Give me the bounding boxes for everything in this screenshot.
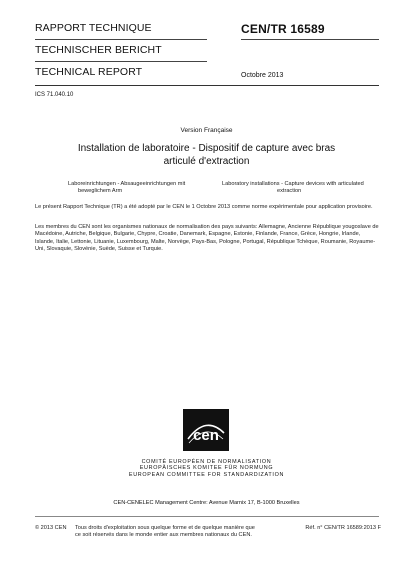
german-title-line-2: beweglichem Arm (78, 188, 123, 195)
footer-copyright: © 2013 CEN (35, 525, 67, 531)
footer-rights (75, 525, 295, 540)
header-rule-1 (35, 39, 207, 40)
members-paragraph: Les membres du CEN sont les organismes nationaux de normalisation des pays suivants: Allemagne, Ancienne République yougoslave de Macédoine, Autriche, Belgique, Bulgarie, Chypre, Croatie, Danemark, Espagne, Estonie, Finlande, France, Grèce, Hongrie, Irlande, Islande, Italie, Lettonie, Lituanie, Luxembourg, Malte, Norvège, Pays-Bas, Pologne, Portugal, République Tchèque, Roumanie, Royaume-Uni, Slovaquie, Slovénie, Suède, Suisse et Turquie. (35, 224, 379, 253)
cen-logo (183, 409, 229, 451)
ics-code: ICS 71.040.10 (35, 92, 74, 98)
publication-date: Octobre 2013 (241, 72, 284, 79)
cen-name-block (0, 459, 413, 478)
footer-rule (35, 516, 379, 517)
german-title-line-1: Laboreinrichtungen - Absaugeeinrichtungen mit (68, 181, 186, 187)
english-title (222, 181, 372, 196)
header-rule-2 (35, 61, 207, 62)
cen-name-fr: COMITÉ EUROPÉEN DE NORMALISATION (141, 459, 272, 465)
footer-rights-line-2: ce soit réservés dans le monde entier aux membres nationaux du CEN. (75, 532, 252, 539)
header-bottom-rule (35, 85, 379, 86)
cen-address: CEN-CENELEC Management Centre: Avenue Marnix 17, B-1000 Bruxelles (113, 500, 300, 506)
english-title-line-1: Laboratory installations - Capture devices with articulated (222, 181, 364, 187)
cen-logo-mark (183, 409, 229, 451)
header-line-de: TECHNISCHER BERICHT (35, 44, 162, 56)
title-line-2: articulé d'extraction (163, 156, 250, 167)
version-label: Version Française (180, 127, 233, 134)
cen-name-en: EUROPEAN COMMITTEE FOR STANDARDIZATION (128, 471, 285, 478)
cen-logo-text: cen (193, 427, 219, 444)
footer-rights-line-1: Tous droits d'exploitation sous quelque forme et de quelque manière que (75, 525, 255, 531)
footer-reference: Réf. n° CEN/TR 16589:2013 F (305, 525, 381, 531)
english-title-line-2: extraction (277, 188, 302, 195)
header-line-en: TECHNICAL REPORT (35, 66, 143, 78)
german-title (68, 181, 208, 196)
header-rule-right (241, 39, 379, 40)
title-line-1: Installation de laboratoire - Dispositif de capture avec bras (77, 143, 336, 154)
document-number: CEN/TR 16589 (241, 22, 325, 36)
approval-paragraph: Le présent Rapport Technique (TR) a été adopté par le CEN le 1 Octobre 2013 comme norme expérimentale pour application provisoire. (35, 204, 373, 210)
header-line-fr: RAPPORT TECHNIQUE (35, 22, 152, 34)
cen-name-de: EUROPÄISCHES KOMITEE FÜR NORMUNG (139, 465, 274, 472)
